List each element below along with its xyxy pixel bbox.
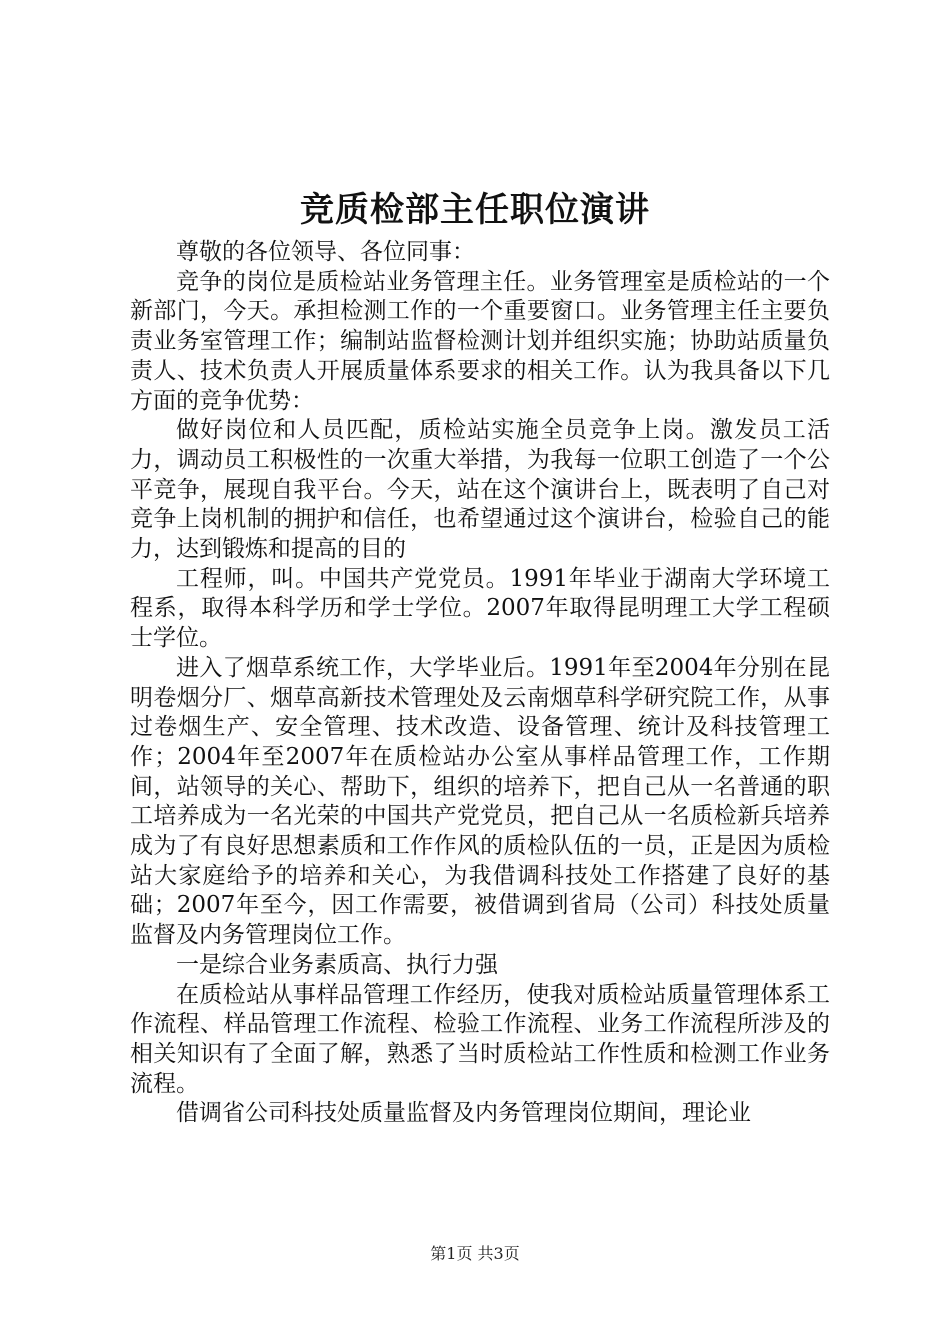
document-body bbox=[130, 238, 830, 1129]
document-title: 竞质检部主任职位演讲 bbox=[300, 190, 650, 230]
body-paragraph: 借调省公司科技处质量监督及内务管理岗位期间，理论业 bbox=[176, 1100, 751, 1127]
body-paragraph: 进入了烟草系统工作，大学毕业后。1991年至2004年分别在昆明卷烟分厂、烟草高新技术管理处及云南烟草科学研究院工作，从事过卷烟生产、安全管理、技术改造、设备管理、统计及科技管理工作；2004年至2007年在质检站办公室从事样品管理工作，工作期间，站领导的关心、帮助下，组织的培养下，把自己从一名普通的职工培养成为一名光荣的中国共产党党员，把自己从一名质检新兵培养成为了有良好思想素质和工作作风的质检队伍的一员，正是因为质检站大家庭给予的培养和关心，为我借调科技处工作搭建了良好的基础；2007年至今，因工作需要，被借调到省局（公司）科技处质量监督及内务管理岗位工作。 bbox=[130, 654, 830, 949]
body-paragraph: 做好岗位和人员匹配，质检站实施全员竞争上岗。激发员工活力，调动员工积极性的一次重大举措，为我每一位职工创造了一个公平竞争，展现自我平台。今天，站在这个演讲台上，既表明了自己对竞争上岗机制的拥护和信任，也希望通过这个演讲台，检验自己的能力，达到锻炼和提高的目的 bbox=[130, 417, 830, 563]
section-heading: 一是综合业务素质高、执行力强 bbox=[176, 951, 498, 978]
body-paragraph: 工程师，叫。中国共产党党员。1991年毕业于湖南大学环境工程系，取得本科学历和学士学位。2007年取得昆明理工大学工程硕士学位。 bbox=[130, 565, 830, 652]
salutation-paragraph: 尊敬的各位领导、各位同事： bbox=[176, 239, 475, 265]
body-paragraph: 在质检站从事样品管理工作经历，使我对质检站质量管理体系工作流程、样品管理工作流程、检验工作流程、业务工作流程所涉及的相关知识有了全面了解，熟悉了当时质检站工作性质和检测工作业务流程。 bbox=[130, 981, 830, 1097]
page-footer: 第1页 共3页 bbox=[430, 1244, 520, 1263]
body-paragraph: 竞争的岗位是质检站业务管理主任。业务管理室是质检站的一个新部门，今天。承担检测工作的一个重要窗口。业务管理主任主要负责业务室管理工作；编制站监督检测计划并组织实施；协助站质量负责人、技术负责人开展质量体系要求的相关工作。认为我具备以下几方面的竞争优势： bbox=[130, 268, 830, 414]
